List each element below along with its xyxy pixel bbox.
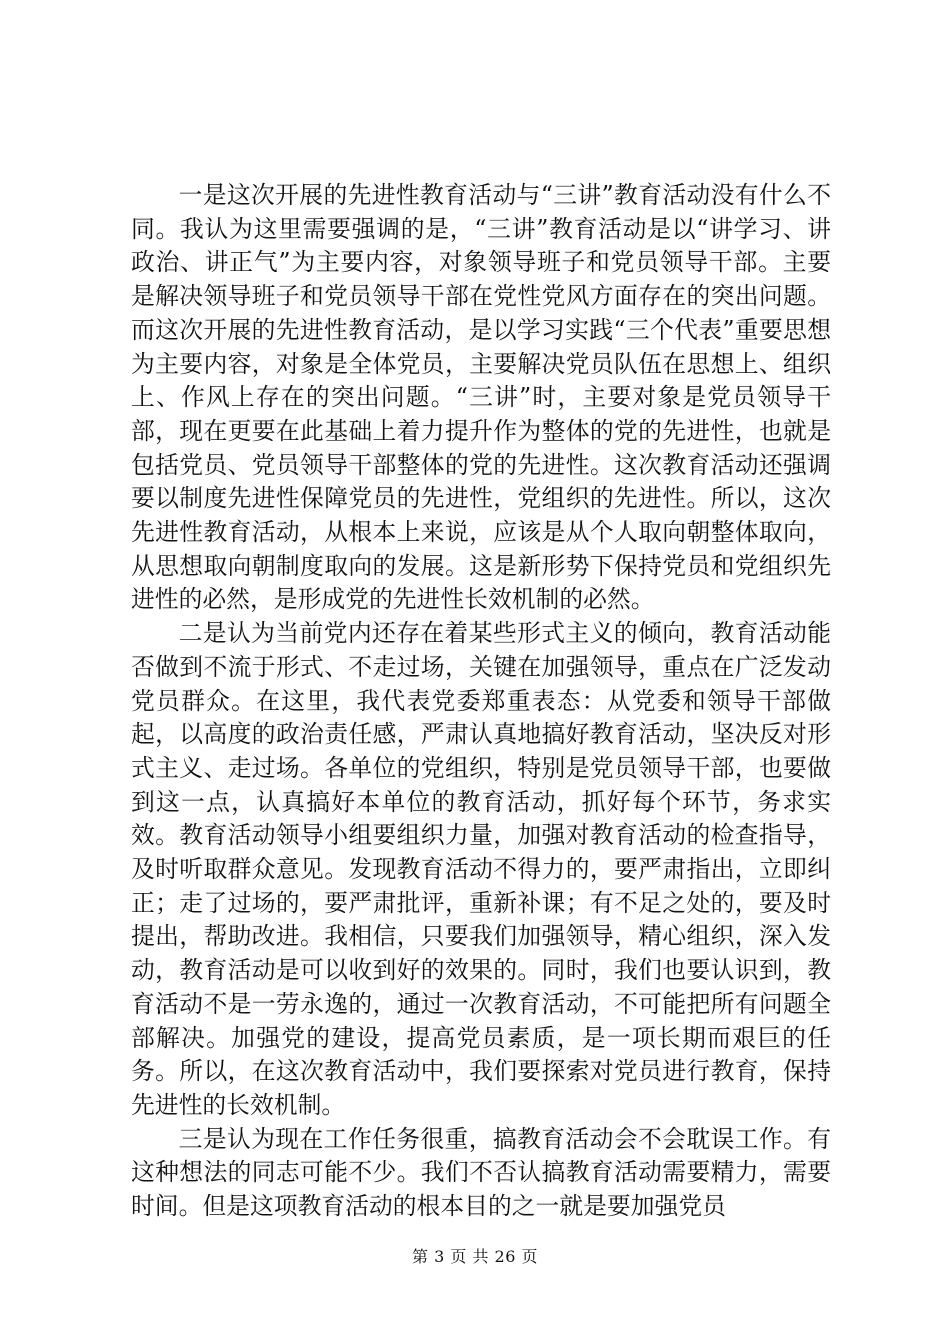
page-footer: 第 3 页 共 26 页 (412, 1247, 538, 1266)
document-body (131, 179, 831, 1224)
paragraph-3: 三是认为现在工作任务很重，搞教育活动会不会耽误工作。有这种想法的同志可能不少。我们不否认搞教育活动需要精力，需要时间。但是这项教育活动的根本目的之一就是要加强党员 (131, 1124, 831, 1221)
paragraph-1: 一是这次开展的先进性教育活动与“三讲”教育活动没有什么不同。我认为这里需要强调的是，“三讲”教育活动是以“讲学习、讲政治、讲正气”为主要内容，对象领导班子和党员领导干部。主要是解决领导班子和党员领导干部在党性党风方面存在的突出问题。而这次开展的先进性教育活动，是以学习实践“三个代表”重要思想为主要内容，对象是全体党员，主要解决党员队伍在思想上、组织上、作风上存在的突出问题。“三讲”时，主要对象是党员领导干部，现在更要在此基础上着力提升作为整体的党的先进性，也就是包括党员、党员领导干部整体的党的先进性。这次教育活动还强调要以制度先进性保障党员的先进性，党组织的先进性。所以，这次先进性教育活动，从根本上来说，应该是从个人取向朝整体取向，从思想取向朝制度取向的发展。这是新形势下保持党员和党组织先进性的必然，是形成党的先进性长效机制的必然。 (131, 181, 831, 614)
paragraph-2: 二是认为当前党内还存在着某些形式主义的倾向，教育活动能否做到不流于形式、不走过场，关键在加强领导，重点在广泛发动党员群众。在这里，我代表党委郑重表态：从党委和领导干部做起，以高度的政治责任感，严肃认真地搞好教育活动，坚决反对形式主义、走过场。各单位的党组织，特别是党员领导干部，也要做到这一点，认真搞好本单位的教育活动，抓好每个环节，务求实效。教育活动领导小组要组织力量，加强对教育活动的检查指导，及时听取群众意见。发现教育活动不得力的，要严肃指出，立即纠正；走了过场的，要严肃批评，重新补课；有不足之处的，要及时提出，帮助改进。我相信，只要我们加强领导，精心组织，深入发动，教育活动是可以收到好的效果的。同时，我们也要认识到，教育活动不是一劳永逸的，通过一次教育活动，不可能把所有问题全部解决。加强党的建设，提高党员素质，是一项长期而艰巨的任务。所以，在这次教育活动中，我们要探索对党员进行教育，保持先进性的长效机制。 (131, 619, 831, 1119)
